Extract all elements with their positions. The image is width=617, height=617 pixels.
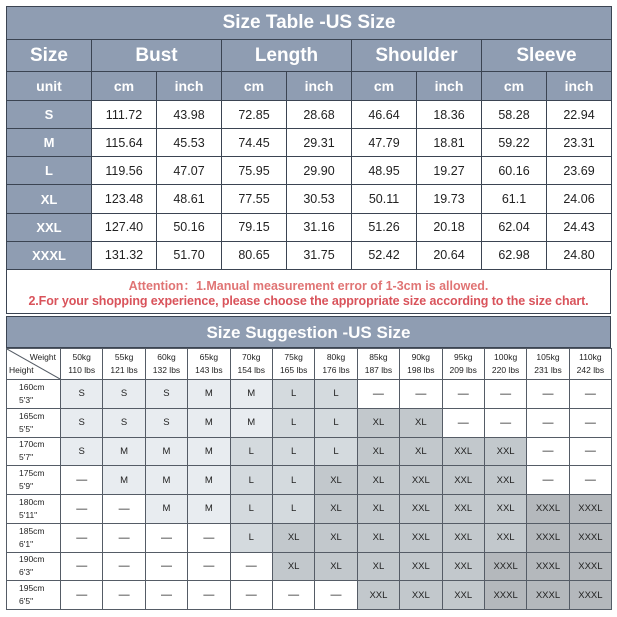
suggested-size-cell: S xyxy=(145,380,187,409)
suggested-size-cell: XXL xyxy=(484,437,526,466)
weight-column-header xyxy=(272,349,314,380)
height-ft: 6'5" xyxy=(19,596,34,607)
weight-column-header xyxy=(527,349,569,380)
height-cm: 190cm xyxy=(19,554,45,565)
suggested-size-cell: S xyxy=(61,408,103,437)
suggested-size-cell: XXL xyxy=(357,581,399,610)
suggested-size-cell: — xyxy=(569,380,611,409)
suggested-size-cell: — xyxy=(527,408,569,437)
suggested-size-cell: S xyxy=(61,380,103,409)
measurement-note: Attention：1.Manual measurement error of 1-3cm is allowed. xyxy=(128,279,489,293)
suggested-size-cell: XL xyxy=(357,552,399,581)
suggested-size-cell: S xyxy=(103,408,145,437)
suggested-size-cell: XL xyxy=(357,466,399,495)
height-row xyxy=(7,552,612,581)
weight-kg: 100kg xyxy=(494,352,518,362)
suggested-size-cell: — xyxy=(527,466,569,495)
suggested-size-cell: — xyxy=(61,466,103,495)
measurement-cell: 19.73 xyxy=(417,185,482,213)
size-row xyxy=(7,101,612,129)
measurement-cell: 123.48 xyxy=(92,185,157,213)
suggested-size-cell: — xyxy=(569,466,611,495)
suggested-size-cell: XL xyxy=(357,408,399,437)
weight-column-header xyxy=(61,349,103,380)
unit-label: unit xyxy=(7,72,92,101)
suggested-size-cell: L xyxy=(315,437,357,466)
suggested-size-cell: XXXL xyxy=(484,581,526,610)
height-row xyxy=(7,466,612,495)
suggested-size-cell: XL xyxy=(357,437,399,466)
measurement-cell: 20.64 xyxy=(417,241,482,269)
measurement-cell: 131.32 xyxy=(92,241,157,269)
measurement-cell: 62.98 xyxy=(482,241,547,269)
suggested-size-cell: XXXL xyxy=(484,552,526,581)
suggested-size-cell: — xyxy=(61,495,103,524)
weight-kg: 65kg xyxy=(199,352,219,362)
suggested-size-cell: XXL xyxy=(442,552,484,581)
suggested-size-cell: M xyxy=(145,437,187,466)
height-cm: 180cm xyxy=(19,496,45,507)
measurement-cell: 24.06 xyxy=(547,185,612,213)
suggested-size-cell: XXL xyxy=(442,581,484,610)
measurement-cell: 23.69 xyxy=(547,157,612,185)
weight-lbs: 143 lbs xyxy=(195,365,223,375)
suggested-size-cell: XL xyxy=(357,495,399,524)
height-ft: 6'3" xyxy=(19,567,34,578)
height-ft: 5'5" xyxy=(19,423,34,434)
measurement-cell: 51.26 xyxy=(352,213,417,241)
suggested-size-cell: XL xyxy=(315,552,357,581)
suggested-size-cell: — xyxy=(145,581,187,610)
height-row-header xyxy=(7,437,61,466)
suggested-size-cell: — xyxy=(61,523,103,552)
size-row xyxy=(7,157,612,185)
measurement-cell: 62.04 xyxy=(482,213,547,241)
measurement-cell: 74.45 xyxy=(222,129,287,157)
height-row xyxy=(7,581,612,610)
suggested-size-cell: XXXL xyxy=(569,523,611,552)
weight-kg: 50kg xyxy=(72,352,91,362)
measurement-cell: 29.90 xyxy=(287,157,352,185)
suggested-size-cell: L xyxy=(272,408,314,437)
height-cm: 185cm xyxy=(19,525,45,536)
sleeve-header: Sleeve xyxy=(482,40,612,72)
height-cm: 195cm xyxy=(19,583,45,594)
measurement-cell: 75.95 xyxy=(222,157,287,185)
suggested-size-cell: — xyxy=(357,380,399,409)
weight-lbs: 154 lbs xyxy=(237,365,265,375)
suggested-size-cell: M xyxy=(103,466,145,495)
suggested-size-cell: — xyxy=(400,380,442,409)
size-row xyxy=(7,241,612,269)
suggested-size-cell: L xyxy=(230,466,272,495)
weight-kg: 85kg xyxy=(369,352,388,362)
weight-kg: 105kg xyxy=(536,352,560,362)
suggested-size-cell: XXXL xyxy=(569,495,611,524)
suggested-size-cell: XXXL xyxy=(569,581,611,610)
suggested-size-cell: M xyxy=(145,495,187,524)
size-label: XL xyxy=(7,185,92,213)
size-row xyxy=(7,185,612,213)
unit-header: inch xyxy=(287,72,352,101)
suggested-size-cell: — xyxy=(230,581,272,610)
measurement-cell: 31.75 xyxy=(287,241,352,269)
suggested-size-cell: S xyxy=(61,437,103,466)
size-table-title: Size Table -US Size xyxy=(7,7,612,40)
suggested-size-cell: L xyxy=(272,437,314,466)
suggested-size-cell: M xyxy=(145,466,187,495)
measurement-cell: 24.80 xyxy=(547,241,612,269)
suggested-size-cell: XL xyxy=(400,437,442,466)
suggested-size-cell: XXL xyxy=(442,495,484,524)
measurement-cell: 19.27 xyxy=(417,157,482,185)
suggested-size-cell: — xyxy=(145,552,187,581)
unit-header: cm xyxy=(352,72,417,101)
measurement-cell: 72.85 xyxy=(222,101,287,129)
suggested-size-cell: — xyxy=(569,408,611,437)
measurement-cell: 51.70 xyxy=(157,241,222,269)
suggested-size-cell: — xyxy=(527,437,569,466)
suggested-size-cell: — xyxy=(230,552,272,581)
suggested-size-cell: XXL xyxy=(442,466,484,495)
suggested-size-cell: XXL xyxy=(484,495,526,524)
measurement-cell: 119.56 xyxy=(92,157,157,185)
suggested-size-cell: XXXL xyxy=(527,552,569,581)
suggested-size-cell: XXL xyxy=(400,495,442,524)
measurement-cell: 115.64 xyxy=(92,129,157,157)
weight-kg: 90kg xyxy=(411,352,431,362)
suggested-size-cell: L xyxy=(230,495,272,524)
suggested-size-cell: M xyxy=(188,408,230,437)
suggested-size-cell: L xyxy=(315,408,357,437)
suggested-size-cell: M xyxy=(230,408,272,437)
suggested-size-cell: — xyxy=(484,408,526,437)
height-row xyxy=(7,380,612,409)
weight-kg: 60kg xyxy=(157,352,176,362)
measurement-cell: 46.64 xyxy=(352,101,417,129)
weight-lbs: 231 lbs xyxy=(534,365,562,375)
suggested-size-cell: — xyxy=(188,581,230,610)
measurement-cell: 20.18 xyxy=(417,213,482,241)
suggested-size-cell: M xyxy=(188,380,230,409)
suggested-size-cell: — xyxy=(484,380,526,409)
suggested-size-cell: XXXL xyxy=(527,495,569,524)
measurement-cell: 127.40 xyxy=(92,213,157,241)
weight-column-header xyxy=(315,349,357,380)
height-row xyxy=(7,523,612,552)
suggested-size-cell: — xyxy=(442,408,484,437)
suggested-size-cell: S xyxy=(145,408,187,437)
suggested-size-cell: — xyxy=(188,523,230,552)
measurement-cell: 77.55 xyxy=(222,185,287,213)
suggested-size-cell: — xyxy=(61,552,103,581)
weight-column-header xyxy=(357,349,399,380)
suggested-size-cell: XXL xyxy=(400,581,442,610)
measurement-cell: 59.22 xyxy=(482,129,547,157)
size-row xyxy=(7,129,612,157)
weight-height-corner xyxy=(7,349,61,380)
suggested-size-cell: XXL xyxy=(400,466,442,495)
suggested-size-cell: — xyxy=(272,581,314,610)
weight-kg: 75kg xyxy=(284,352,303,362)
unit-header: cm xyxy=(482,72,547,101)
measurement-cell: 22.94 xyxy=(547,101,612,129)
suggested-size-cell: — xyxy=(103,523,145,552)
measurement-cell: 111.72 xyxy=(92,101,157,129)
height-row-header xyxy=(7,495,61,524)
measurement-cell: 47.07 xyxy=(157,157,222,185)
suggested-size-cell: — xyxy=(61,581,103,610)
suggested-size-cell: XL xyxy=(357,523,399,552)
measurement-cell: 31.16 xyxy=(287,213,352,241)
suggested-size-cell: M xyxy=(188,495,230,524)
height-row xyxy=(7,495,612,524)
suggested-size-cell: XXL xyxy=(400,552,442,581)
height-ft: 5'7" xyxy=(19,452,34,463)
unit-header: inch xyxy=(417,72,482,101)
weight-lbs: 220 lbs xyxy=(491,365,520,375)
weight-column-header xyxy=(569,349,611,380)
suggested-size-cell: — xyxy=(103,552,145,581)
suggested-size-cell: L xyxy=(272,466,314,495)
suggested-size-cell: XXL xyxy=(442,523,484,552)
suggested-size-cell: M xyxy=(188,437,230,466)
height-row xyxy=(7,408,612,437)
size-label: XXXL xyxy=(7,241,92,269)
weight-lbs: 165 lbs xyxy=(279,365,308,375)
suggested-size-cell: XL xyxy=(315,495,357,524)
suggested-size-cell: M xyxy=(103,437,145,466)
suggested-size-cell: — xyxy=(527,380,569,409)
size-label: M xyxy=(7,129,92,157)
suggested-size-cell: — xyxy=(188,552,230,581)
weight-column-header xyxy=(484,349,526,380)
suggested-size-cell: L xyxy=(315,380,357,409)
suggested-size-cell: XXXL xyxy=(527,581,569,610)
height-ft: 5'9" xyxy=(19,481,34,492)
weight-kg: 95kg xyxy=(453,352,473,362)
length-header: Length xyxy=(222,40,352,72)
height-ft: 5'11" xyxy=(19,509,38,520)
unit-header: inch xyxy=(547,72,612,101)
weight-column-header xyxy=(230,349,272,380)
suggested-size-cell: — xyxy=(145,523,187,552)
suggested-size-cell: XXL xyxy=(442,437,484,466)
height-cm: 160cm xyxy=(19,381,45,392)
suggested-size-cell: XXXL xyxy=(527,523,569,552)
suggested-size-cell: XXXL xyxy=(569,552,611,581)
shoulder-header: Shoulder xyxy=(352,40,482,72)
weight-lbs: 187 lbs xyxy=(364,365,393,375)
measurement-cell: 48.61 xyxy=(157,185,222,213)
suggested-size-cell: L xyxy=(230,523,272,552)
height-row-header xyxy=(7,466,61,495)
suggested-size-cell: L xyxy=(230,437,272,466)
suggested-size-cell: — xyxy=(442,380,484,409)
height-row-header xyxy=(7,380,61,409)
size-suggestion-table xyxy=(6,348,612,610)
weight-kg: 110kg xyxy=(579,352,602,362)
suggested-size-cell: — xyxy=(315,581,357,610)
measurement-cell: 24.43 xyxy=(547,213,612,241)
suggested-size-cell: XL xyxy=(315,466,357,495)
weight-lbs: 176 lbs xyxy=(322,365,350,375)
size-label: L xyxy=(7,157,92,185)
measurement-cell: 23.31 xyxy=(547,129,612,157)
height-row-header xyxy=(7,552,61,581)
suggested-size-cell: — xyxy=(103,495,145,524)
height-ft: 6'1" xyxy=(19,538,34,549)
size-suggestion-title: Size Suggestion -US Size xyxy=(6,316,611,348)
measurement-cell: 18.81 xyxy=(417,129,482,157)
measurement-cell: 58.28 xyxy=(482,101,547,129)
size-table xyxy=(6,6,612,270)
weight-kg: 55kg xyxy=(114,352,134,362)
unit-header: cm xyxy=(92,72,157,101)
suggested-size-cell: XL xyxy=(272,552,314,581)
weight-lbs: 198 lbs xyxy=(407,365,435,375)
suggested-size-cell: S xyxy=(103,380,145,409)
size-label: S xyxy=(7,101,92,129)
weight-column-header xyxy=(442,349,484,380)
height-label: Height xyxy=(9,365,34,375)
measurement-cell: 80.65 xyxy=(222,241,287,269)
weight-label: Weight xyxy=(29,352,56,362)
measurement-cell: 30.53 xyxy=(287,185,352,213)
suggested-size-cell: XL xyxy=(400,408,442,437)
measurement-cell: 43.98 xyxy=(157,101,222,129)
measurement-cell: 18.36 xyxy=(417,101,482,129)
unit-header: inch xyxy=(157,72,222,101)
height-row xyxy=(7,437,612,466)
size-label: XXL xyxy=(7,213,92,241)
measurement-cell: 45.53 xyxy=(157,129,222,157)
suggested-size-cell: M xyxy=(230,380,272,409)
weight-column-header xyxy=(103,349,145,380)
suggested-size-cell: XXL xyxy=(484,466,526,495)
weight-lbs: 242 lbs xyxy=(576,365,605,375)
weight-column-header xyxy=(145,349,187,380)
size-notes xyxy=(6,270,611,314)
weight-lbs: 132 lbs xyxy=(152,365,181,375)
size-chart-note: 2.For your shopping experience, please choose the appropriate size according to the size chart. xyxy=(28,294,589,308)
weight-lbs: 121 lbs xyxy=(110,365,138,375)
suggested-size-cell: — xyxy=(103,581,145,610)
measurement-cell: 79.15 xyxy=(222,213,287,241)
height-ft: 5'3" xyxy=(19,394,34,405)
suggested-size-cell: — xyxy=(569,437,611,466)
measurement-cell: 47.79 xyxy=(352,129,417,157)
size-column-header: Size xyxy=(7,40,92,72)
weight-kg: 70kg xyxy=(242,352,261,362)
measurement-cell: 29.31 xyxy=(287,129,352,157)
height-cm: 175cm xyxy=(19,468,45,479)
weight-lbs: 209 lbs xyxy=(449,365,477,375)
measurement-cell: 61.1 xyxy=(482,185,547,213)
suggested-size-cell: XL xyxy=(315,523,357,552)
weight-column-header xyxy=(400,349,442,380)
suggested-size-cell: XL xyxy=(272,523,314,552)
measurement-cell: 52.42 xyxy=(352,241,417,269)
height-row-header xyxy=(7,581,61,610)
measurement-cell: 60.16 xyxy=(482,157,547,185)
suggested-size-cell: L xyxy=(272,495,314,524)
bust-header: Bust xyxy=(92,40,222,72)
measurement-cell: 28.68 xyxy=(287,101,352,129)
measurement-cell: 48.95 xyxy=(352,157,417,185)
weight-column-header xyxy=(188,349,230,380)
weight-lbs: 110 lbs xyxy=(68,365,96,375)
height-row-header xyxy=(7,523,61,552)
weight-kg: 80kg xyxy=(326,352,346,362)
unit-header: cm xyxy=(222,72,287,101)
height-cm: 170cm xyxy=(19,439,45,450)
height-row-header xyxy=(7,408,61,437)
suggested-size-cell: XXL xyxy=(400,523,442,552)
size-row xyxy=(7,213,612,241)
measurement-cell: 50.11 xyxy=(352,185,417,213)
height-cm: 165cm xyxy=(19,410,45,421)
measurement-cell: 50.16 xyxy=(157,213,222,241)
suggested-size-cell: XXL xyxy=(484,523,526,552)
suggested-size-cell: M xyxy=(188,466,230,495)
suggested-size-cell: L xyxy=(272,380,314,409)
